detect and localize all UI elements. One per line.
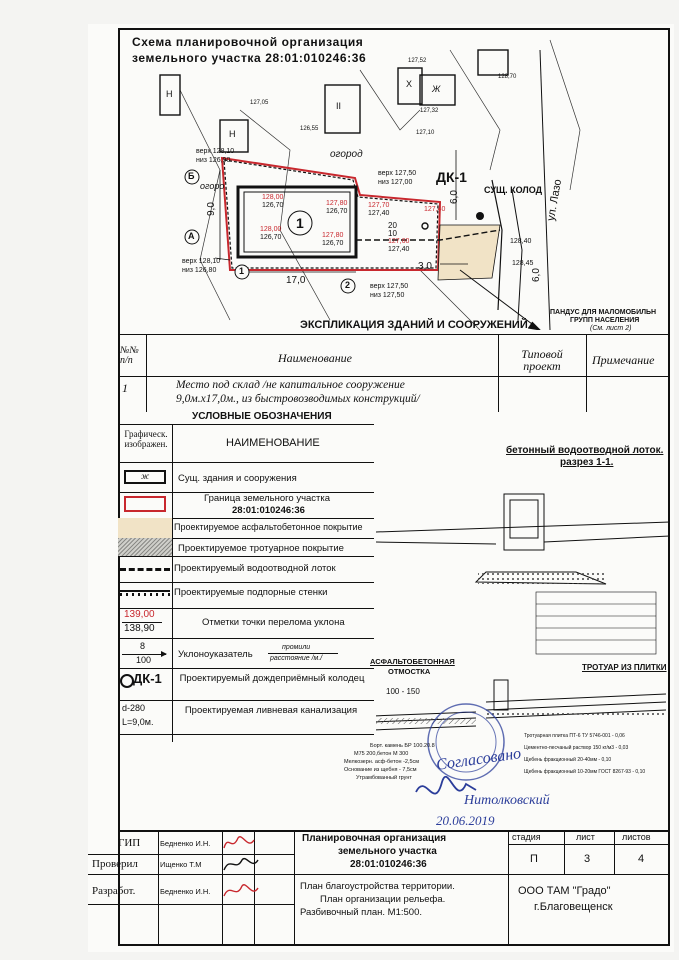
legend-row-8-sym: ДК-1 <box>133 671 162 686</box>
slope-10: 10 <box>388 229 397 238</box>
ramp-label-3: (См. лист 2) <box>590 325 632 332</box>
stamp-stage: П <box>530 853 538 865</box>
side-layer-3: Щебень фракционный 10-20мм ГОСТ 8267-93 - 0,10 <box>524 769 646 775</box>
stamp-org-1: ООО ТАМ "Градо" <box>518 885 611 897</box>
elev-r4a: 128,00 <box>260 226 282 233</box>
elev-r7a: 127,40 <box>424 206 446 213</box>
col-no: №№ п/п <box>120 345 139 366</box>
role-0-name: Бедненко И.Н. <box>160 839 211 848</box>
signature-name: Нитолковский <box>464 793 550 808</box>
tray-title-1: бетонный водоотводной лоток. <box>506 445 664 456</box>
dk-label: ДК-1 <box>436 169 467 185</box>
legend-row-7-name2: промили <box>282 644 311 651</box>
explication-table <box>118 316 670 412</box>
side-layer-0: Тротуарная плитка ПТ-6 ТУ 5746-001 - 0,06 <box>524 733 625 739</box>
legend-sym-boundary <box>124 496 166 512</box>
legend-title: УСЛОВНЫЕ ОБОЗНАЧЕНИЯ <box>192 411 332 422</box>
legend-row-6-sym2: 138,90 <box>124 623 155 634</box>
legend-row-1-name: Граница земельного участка <box>204 493 331 504</box>
existing-well-label: СУЩ. КОЛОД <box>484 185 543 195</box>
elev-r14: 128,45 <box>512 260 534 267</box>
col-note: Примечание <box>592 353 655 367</box>
dim-6-top: 6,0 <box>449 190 460 204</box>
elev-r3a: 127,70 <box>368 202 390 209</box>
elev-r4b: 126,70 <box>260 234 282 241</box>
elev-r13: 127,05 <box>250 100 269 106</box>
agreed-handwritten: Согласовано <box>435 745 523 774</box>
sidewalk-title: ТРОТУАР ИЗ ПЛИТКИ <box>582 663 667 672</box>
garden-label-2: огоро <box>200 181 225 191</box>
elev-r9: 127,52 <box>408 58 427 64</box>
legend-row-1-name2: 28:01:010246:36 <box>232 505 305 516</box>
signatures-drawing <box>222 830 262 910</box>
elev-r6a: 127,60 <box>388 238 410 245</box>
elev-r5a: 127,80 <box>322 232 344 239</box>
legend-row-5-name: Проектируемые подпорные стенки <box>174 587 328 598</box>
elev-bottom-right-1: верх 127,50 <box>370 283 409 290</box>
legend-row-7-sym: 8 <box>140 641 146 651</box>
stamp-col-stage: стадия <box>512 832 541 842</box>
elev-r7b: 128,40 <box>510 238 532 245</box>
role-1: Проверил <box>92 858 138 870</box>
site-plan <box>120 30 668 330</box>
elev-r8: 127,32 <box>420 108 439 114</box>
stamp-col-sheets: листов <box>622 832 651 842</box>
plan-title-line-2: земельного участка 28:01:010246:36 <box>132 51 367 65</box>
asphalt-dim: 100 - 150 <box>386 687 420 696</box>
role-2-name: Бедненко И.Н. <box>160 887 211 896</box>
plan-title-line-1: Схема планировочной организация <box>132 35 364 49</box>
elev-top-right-1: верх 127,50 <box>378 170 417 177</box>
col-name: Наименование <box>278 351 353 365</box>
side-layer-1: Цементно-песчаный раствор 150 кг/м3 - 0,03 <box>524 745 629 751</box>
legend-row-3-name: Проектируемое тротуарное покрытие <box>178 543 344 554</box>
legend-row-7-name: Уклоноуказатель <box>178 649 253 660</box>
layer-0: Борт. камень БР 100.20.8 <box>370 743 435 749</box>
ramp-label-1: ПАНДУС ДЛЯ МАЛОМОБИЛЬН <box>550 309 657 316</box>
legend-row-6-sym: 139,00 <box>124 609 155 620</box>
legend-table <box>118 412 374 742</box>
row-name-line-1: Место под склад /не капитальное сооружение <box>176 379 405 391</box>
stamp-sheet: 3 <box>584 853 591 865</box>
asphalt-title-1: АСФАЛЬТОБЕТОННАЯ <box>370 657 455 666</box>
title-block <box>88 830 670 946</box>
stamp-desc-2: План организации рельефа. <box>320 894 446 905</box>
slope-20: 20 <box>388 221 397 230</box>
elev-bottom-left-1: верх 128,10 <box>182 258 221 265</box>
stamp-desc-3: Разбивочный план. М1:500. <box>300 907 423 918</box>
legend-row-9-name: Проектируемая ливневая канализация <box>184 705 358 716</box>
drain-well-icon <box>120 674 134 688</box>
elev-bottom-right-2: низ 127,50 <box>370 292 405 299</box>
legend-row-7-sym2: 100 <box>136 655 152 665</box>
axis-a-label: А <box>188 231 195 241</box>
legend-row-0-name: Сущ. здания и сооружения <box>178 473 297 484</box>
legend-row-6-name: Отметки точки перелома уклона <box>202 617 345 628</box>
asphalt-title-2: ОТМОСТКА <box>388 667 431 676</box>
role-0: ГИП <box>118 837 141 849</box>
sign-date: 20.06.2019 <box>436 813 495 828</box>
legend-col-graph: Графическ. изображен. <box>124 429 168 449</box>
axis-1-label: 1 <box>239 266 245 276</box>
legend-sym-wall <box>120 590 170 592</box>
dim-6-street: 6,0 <box>531 268 542 282</box>
elev-r5b: 126,70 <box>322 240 344 247</box>
layer-2: Мелкозерн. асф-бетон -2,5см <box>344 759 420 765</box>
elev-bottom-left-2: низ 126,80 <box>182 267 217 274</box>
elev-r1b: 126,70 <box>262 202 284 209</box>
role-1-name: Ищенко Т.М <box>160 860 202 869</box>
dim-9: 9,0 <box>206 202 217 216</box>
layer-3: Основание из щебня - 7,5см <box>344 767 417 773</box>
side-layer-2: Щебень фракционный 20-40мм - 0,10 <box>524 757 612 763</box>
elev-r11: 127,10 <box>416 130 435 136</box>
ramp-label-2: ГРУПП НАСЕЛЕНИЯ <box>570 317 640 324</box>
legend-sym-sidewalk <box>118 538 172 556</box>
explication-title: ЭКСПЛИКАЦИЯ ЗДАНИЙ И СООРУЖЕНИЙ <box>300 319 528 331</box>
house-label-zh: Ж <box>432 84 441 94</box>
building-number: 1 <box>296 215 304 231</box>
dim-17: 17,0 <box>286 275 306 286</box>
axis-b-label: Б <box>188 171 195 181</box>
stamp-title-2: земельного участка <box>338 846 437 857</box>
layer-4: Утрамбованный грунт <box>356 775 412 781</box>
legend-row-8-name: Проектируемый дождеприёмный колодец <box>179 673 365 684</box>
house-label-n2: Н <box>229 129 236 139</box>
stamp-org-2: г.Благовещенск <box>534 901 613 913</box>
col-proj: Типовой проект <box>521 347 563 373</box>
legend-sym-asphalt <box>118 518 172 538</box>
elev-r2a: 127,80 <box>326 200 348 207</box>
dim-3: 3,0 <box>418 261 432 272</box>
stamp-col-sheet: лист <box>576 832 595 842</box>
layer-1: М75 200,бетон М 300 <box>354 751 409 757</box>
axis-2-label: 2 <box>345 280 351 290</box>
legend-row-7-name3: расстояние /м./ <box>270 655 323 662</box>
legend-row-9-sym: d-280 <box>122 703 146 713</box>
elev-top-right-2: низ 127,00 <box>378 179 413 186</box>
row-no: 1 <box>122 381 128 395</box>
elev-r10: 128,70 <box>498 74 517 80</box>
tray-title-2: разрез 1-1. <box>560 457 614 468</box>
legend-row-2-name: Проектируемое асфальтобетонное покрытие <box>174 522 363 532</box>
house-label-ii: II <box>336 101 342 111</box>
legend-row-9-sym2: L=9,0м. <box>122 717 154 727</box>
legend-row-4-name: Проектируемый водоотводной лоток <box>174 563 336 574</box>
stamp-title-1: Планировочная организация <box>302 833 447 844</box>
street-label: ул. Лазо <box>545 178 565 222</box>
elev-top-left-2: низ 126,90 <box>196 157 231 164</box>
stamp-title-3: 28:01:010246:36 <box>350 859 427 870</box>
elev-r1a: 128,00 <box>262 194 284 201</box>
legend-sym-tray <box>120 568 170 571</box>
elev-r3b: 127,40 <box>368 210 390 217</box>
stamp-desc-1: План благоустройства территории. <box>300 881 455 892</box>
elev-top-left-1: верх 128,10 <box>196 148 235 155</box>
legend-sym-existing-building: ж <box>124 470 166 484</box>
elev-r12: 126,55 <box>300 126 319 132</box>
stamp-sheets: 4 <box>638 853 645 865</box>
role-2: Разработ. <box>92 885 136 897</box>
house-label-x: Х <box>406 79 413 89</box>
elev-r2b: 126,70 <box>326 208 348 215</box>
row-name-line-2: 9,0м.х17,0м., из быстровозводимых конструкций/ <box>176 393 420 405</box>
legend-col-name: НАИМЕНОВАНИЕ <box>226 437 320 449</box>
garden-label-1: огород <box>330 149 363 160</box>
elev-r6b: 127,40 <box>388 246 410 253</box>
house-label-n1: Н <box>166 89 173 99</box>
